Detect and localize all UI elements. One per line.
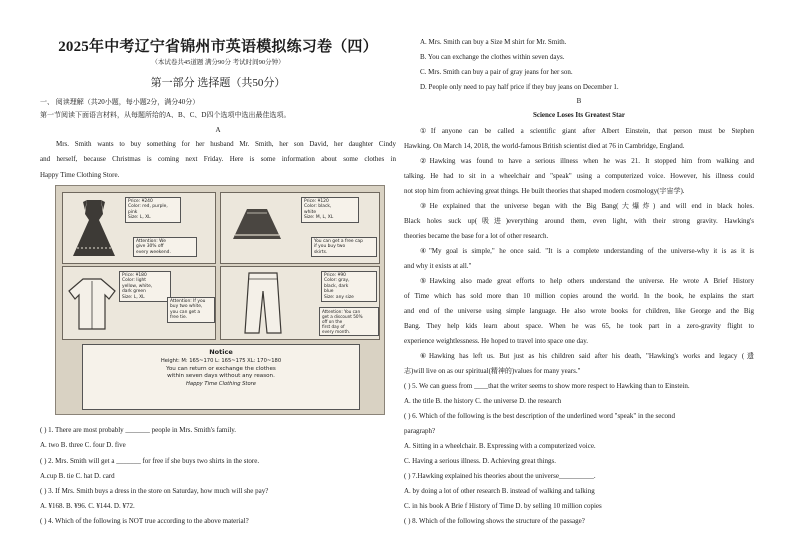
shirt-icon: [67, 275, 117, 331]
shirt-color-2: yellow, white,: [122, 283, 153, 289]
skirt-color-2: white: [304, 209, 317, 215]
passage-b-line-15: experience weightlessness. He hoped to travel into space one day.: [404, 337, 589, 345]
skirt-size: Size: M, L, XL: [304, 215, 334, 221]
skirt-color: Color: black,: [304, 204, 332, 210]
skirt-attention-2: if you buy two: [314, 244, 346, 250]
dress-size: Size: L, XL: [128, 215, 151, 221]
question-7: ( ) 7.Hawking explained his theories about the universe__________.: [404, 472, 596, 480]
passage-b-line-8: theories became the base for a lot of other research.: [404, 232, 549, 240]
shirt-attention-2: buy two white,: [170, 304, 203, 310]
notice-body-2: within seven days without any reason.: [167, 373, 275, 379]
passage-b-line-2: Hawking. On March 14, 2018, the world-famous British scientist died at 76 in Cambridge, England.: [404, 142, 685, 150]
passage-a-label: A: [215, 126, 221, 134]
jeans-attention-5: every month.: [322, 329, 351, 334]
passage-b-line-11: ⑤Hawking also made great efforts to help others understand the universe. He wrote A Brief History: [420, 277, 754, 285]
shirt-panel: [62, 266, 216, 340]
section-heading: 一、 阅读理解（共20小题，每小题2分，满分40分）: [40, 98, 200, 106]
left-column: [40, 0, 396, 560]
shirt-attention-box: [167, 297, 215, 323]
jeans-size: Size: any size: [324, 294, 354, 300]
dress-price: Price: ¥240: [128, 199, 153, 204]
question-5-options: A. the title B. the history C. the universe D. the research: [404, 397, 562, 405]
passage-b-line-6: ③He explained that the universe began with the Big Bang(大爆炸) and will end in black holes.: [420, 202, 754, 210]
dress-icon: [69, 196, 119, 260]
question-7-options-ab: A. by doing a lot of other research B. instead of walking and talking: [404, 487, 595, 495]
jeans-icon: [243, 271, 283, 335]
passage-b-line-4: talking. He had to sit in a wheelchair and "speak" using a computerized voice. However, his illness could: [404, 172, 754, 180]
shirt-size: Size: L, XL: [122, 294, 145, 300]
exam-title: 2025年中考辽宁省锦州市英语模拟练习卷（四）: [58, 39, 378, 55]
question-8: ( ) 8. Which of the following shows the structure of the passage?: [404, 517, 585, 525]
jeans-panel: [220, 266, 380, 340]
question-6: ( ) 6. Which of the following is the best description of the underlined word "speak" in the second: [404, 412, 675, 420]
right-column: [404, 0, 754, 560]
jeans-attention-3: off on the: [322, 319, 343, 324]
notice-box: [82, 344, 360, 410]
jeans-info-box: [321, 271, 377, 302]
dress-attention-3: every weekend.: [136, 249, 171, 255]
jeans-attention-2: get a discount 50%: [322, 314, 363, 319]
jeans-attention-1: Attention: You can: [322, 309, 361, 314]
notice-footer: Happy Time Clothing Store: [186, 381, 256, 387]
notice-body-1: You can return or exchange the clothes: [166, 366, 276, 372]
passage-b-line-12: of Time which has sold more than 10 million copies around the world. In the book, he explains the start: [404, 292, 754, 300]
skirt-icon: [229, 205, 285, 245]
dress-info-box: [125, 197, 181, 223]
question-6-options-ab: A. Sitting in a wheelchair. B. Expressing with a computerized voice.: [404, 442, 596, 450]
question-5: ( ) 5. We can guess from ____that the writer seems to show more respect to Hawking than to Einstein.: [404, 382, 690, 390]
instruction-text: 第一节阅读下面语言材料，从每题所给的A、B、C、D四个选项中选出最佳选项。: [40, 111, 291, 119]
question-1: ( ) 1. There are most probably _______ people in Mrs. Smith's family.: [40, 426, 237, 434]
passage-a-line-2: and herself, because Christmas is coming next Friday. Here is some information about some clothes in: [40, 155, 396, 163]
clothing-store-ad: [55, 185, 385, 415]
q4-option-b: B. You can exchange the clothes within seven days.: [420, 53, 565, 61]
passage-b-label: B: [576, 97, 582, 105]
question-3-options: A. ¥168. B. ¥96. C. ¥144. D. ¥72.: [40, 502, 135, 510]
jeans-color: Color: gray,: [324, 278, 350, 284]
jeans-color-2: black, dark: [324, 283, 349, 289]
skirt-panel: [220, 192, 380, 264]
passage-b-line-9: ④"My goal is simple," he once said. "It is a complete understanding of the universe-why it is as it is: [420, 247, 754, 255]
skirt-attention-1: You can get a free cap: [314, 239, 363, 244]
question-7-options-cd: C. in his book A Brie f History of Time D. by selling 10 million copies: [404, 502, 602, 510]
dress-color-2: pink: [128, 209, 138, 215]
passage-b-line-13: and end of the universe using simple language. He also wrote books for children, like George and the Big: [404, 307, 754, 315]
shirt-attention-3: you can get a: [170, 309, 201, 315]
shirt-price: Price: ¥180: [122, 273, 147, 278]
passage-a-line-3: Happy Time Clothing Store.: [40, 171, 120, 179]
part-heading: 第一部分 选择题（共50分）: [150, 77, 286, 89]
notice-height: Height: M: 165~170 L: 165~175 XL: 170~180: [160, 358, 282, 364]
shirt-color: Color: light: [122, 278, 146, 284]
dress-panel: [62, 192, 216, 264]
skirt-attention-3: skirts.: [314, 249, 328, 255]
shirt-attention-1: Attention: If you: [170, 299, 206, 304]
jeans-attention-box: [319, 307, 379, 336]
q4-option-d: D. People only need to pay half price if they buy jeans on December 1.: [420, 83, 619, 91]
passage-b-line-1: ①If anyone can be called a scientific giant after Albert Einstein, that person must be Stephen: [420, 127, 754, 135]
dress-attention-box: [133, 237, 197, 257]
passage-a-line-1: Mrs. Smith wants to buy something for her husband Mr. Smith, her son David, her daughter Cindy: [56, 140, 396, 148]
passage-b-line-17: 志)will live on as our spiritual(精神的)values for many years.": [404, 367, 581, 375]
jeans-price: Price: ¥90: [324, 273, 346, 278]
question-6-options-cd: C. Having a serious illness. D. Achieving great things.: [404, 457, 557, 465]
dress-attention-2: give 30% off: [136, 244, 164, 250]
jeans-attention-4: first day of: [322, 324, 345, 329]
passage-b-line-3: ②Hawking was found to have a serious illness when he was 21. It stopped him from walking and: [420, 157, 754, 165]
shirt-info-box: [119, 271, 171, 302]
skirt-attention-box: [311, 237, 377, 257]
question-1-options: A. two B. three C. four D. five: [40, 441, 126, 449]
q4-option-a: A. Mrs. Smith can buy a Size M shirt for Mr. Smith.: [420, 38, 567, 46]
passage-b-line-16: ⑥Hawking has left us. But just as his children said after his death, "Hawking's works and legacy (遗: [420, 352, 754, 360]
passage-b-line-14: Bang. They help kids learn about space. When he was 65, he took part in a zero-gravity flight to: [404, 322, 754, 330]
question-3: ( ) 3. If Mrs. Smith buys a dress in the store on Saturday, how much will she pay?: [40, 487, 269, 495]
question-6-cont: paragraph?: [404, 427, 436, 435]
notice-title: Notice: [209, 348, 233, 356]
dress-attention-1: Attention: We: [136, 239, 166, 244]
shirt-attention-4: free tie.: [170, 315, 188, 321]
question-4: ( ) 4. Which of the following is NOT true according to the above material?: [40, 517, 249, 525]
passage-b-line-5: not stop him from achieving great things. He built theories that shaped modern cosmology(宇宙学).: [404, 187, 685, 195]
shirt-color-3: dark green: [122, 289, 146, 295]
jeans-color-3: blue: [324, 289, 334, 295]
passage-b-line-7: Black holes suck up(吸进)everything around them, even light, with their strong gravity. Hawking's: [404, 217, 754, 225]
skirt-price: Price: ¥120: [304, 199, 329, 204]
question-2: ( ) 2. Mrs. Smith will get a _______ for free if she buys two shirts in the store.: [40, 457, 260, 465]
exam-subtitle: （本试卷共45道题 满分90分 考试时间90分钟）: [151, 59, 285, 66]
dress-color: Color: red, purple,: [128, 204, 168, 210]
skirt-info-box: [301, 197, 359, 223]
q4-option-c: C. Mrs. Smith can buy a pair of gray jeans for her son.: [420, 68, 573, 76]
question-2-options: A.cup B. tie C. hat D. card: [40, 472, 115, 480]
passage-b-title: Science Loses Its Greatest Star: [532, 111, 626, 119]
passage-b-line-10: and why it exists at all.": [404, 262, 472, 270]
